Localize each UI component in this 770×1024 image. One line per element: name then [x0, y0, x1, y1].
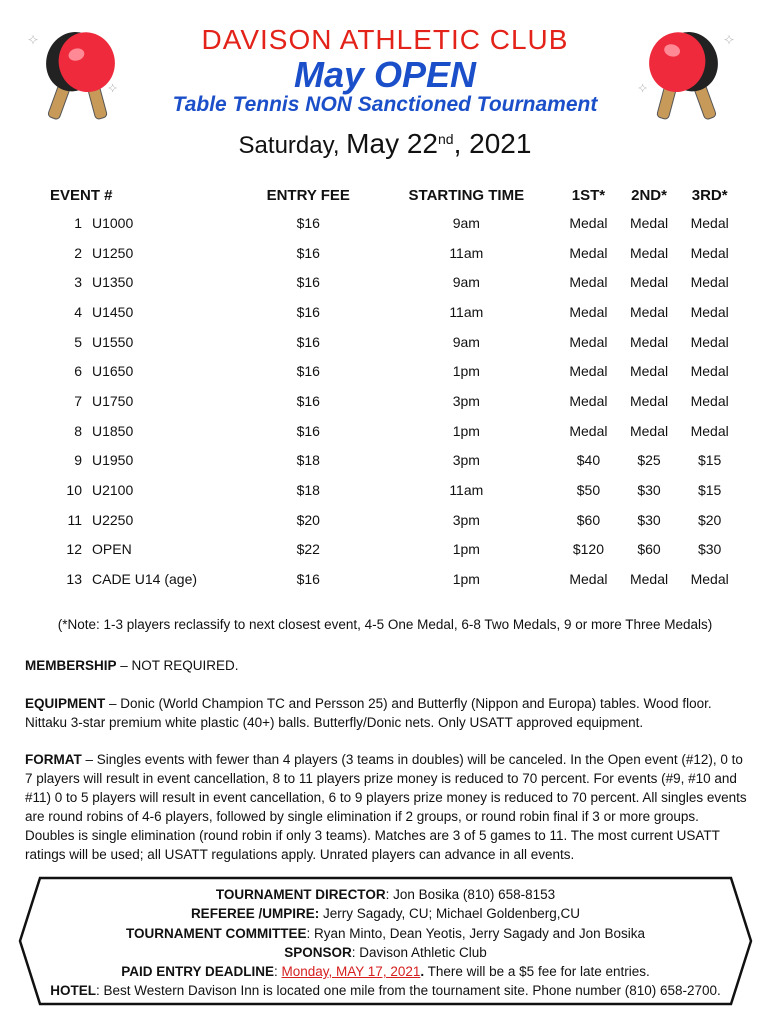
first-prize: $40	[576, 452, 601, 469]
first-prize: Medal	[569, 244, 608, 261]
starting-time: 1pm	[452, 422, 480, 439]
second-prize: $30	[637, 511, 661, 528]
sponsor-text: : Davison Athletic Club	[351, 944, 487, 960]
entry-fee: $16	[296, 303, 320, 320]
event-number: 3	[74, 274, 82, 291]
referee-line	[18, 904, 753, 923]
equipment-label: EQUIPMENT	[25, 696, 106, 711]
second-prize: $30	[637, 482, 661, 499]
starting-time: 11am	[449, 244, 484, 261]
second-prize: Medal	[629, 244, 669, 261]
format-label: FORMAT	[25, 752, 82, 767]
first-prize: Medal	[569, 274, 608, 291]
third-prize: Medal	[690, 422, 729, 439]
hotel-line	[18, 981, 753, 1000]
second-prize: Medal	[629, 392, 669, 409]
third-prize: Medal	[690, 214, 729, 231]
table-row	[40, 297, 740, 327]
event-number: 8	[74, 422, 82, 439]
info-box	[18, 876, 753, 1006]
format-text: – Singles events with fewer than 4 players (3 teams in doubles) will be canceled. In the Open event (#12), 0 to 7 players will result in event cancellation, 8 to 11 players prize money is reduced to 70 percent. For events (#9, #10 and #11) 0 to 5 players will result in event cancellation, 6 to 9 players prize money is reduced to 70 percent. All singles events are round robins of 4-6 players, followed by single elimination if 2 groups, or round robin final if 3 or more groups. Doubles is single elimination (round robin if only 3 teams). Matches are 3 of 5 games to 11. The most current USATT ratings will be used; all USATT regulations apply. Unrated players can advance in all events.	[25, 752, 747, 862]
event-name: U1250	[92, 244, 134, 261]
event-number: 1	[74, 214, 82, 231]
event-name: U1850	[92, 422, 134, 439]
table-row	[40, 535, 740, 565]
equipment-text: – Donic (World Champion TC and Persson 25) and Butterfly (Nippon and Europa) tables. Wood floor. Nittaku 3-star premium white plastic (40+) balls. Butterfly/Donic nets. Only USATT approved equipment.	[25, 696, 712, 730]
header-entry-fee: ENTRY FEE	[266, 186, 350, 204]
starting-time: 1pm	[452, 363, 480, 380]
event-number: 12	[66, 541, 82, 558]
third-prize: Medal	[690, 571, 729, 588]
starting-time: 9am	[452, 274, 480, 291]
second-prize: $60	[637, 541, 661, 558]
event-name: CADE U14 (age)	[92, 571, 198, 588]
entry-fee: $16	[296, 422, 320, 439]
first-prize: Medal	[569, 363, 608, 380]
third-prize: Medal	[690, 333, 729, 350]
table-row	[40, 356, 740, 386]
header-third: 3RD*	[691, 186, 728, 204]
equipment-section	[25, 694, 750, 732]
table-row	[40, 446, 740, 476]
second-prize: Medal	[629, 333, 669, 350]
sponsor-line	[18, 943, 753, 962]
event-name: OPEN	[92, 541, 132, 558]
committee-line	[18, 924, 753, 943]
deadline-text: There will be a $5 fee for late entries.	[424, 964, 650, 980]
date-suffix: nd	[438, 131, 454, 147]
deadline-label: PAID ENTRY DEADLINE	[121, 964, 274, 980]
starting-time: 1pm	[452, 571, 480, 588]
third-prize: $30	[697, 541, 722, 558]
first-prize: Medal	[569, 392, 608, 409]
starting-time: 11am	[449, 482, 484, 499]
header-event: EVENT #	[50, 186, 113, 204]
event-date	[0, 128, 770, 160]
first-prize: $120	[572, 541, 604, 558]
table-row	[40, 267, 740, 297]
table-row	[40, 327, 740, 357]
director-text: : Jon Bosika (810) 658-8153	[385, 887, 556, 902]
first-prize: Medal	[569, 422, 608, 439]
second-prize: Medal	[629, 274, 669, 291]
header-second: 2ND*	[631, 186, 667, 204]
format-section	[25, 750, 750, 864]
event-number: 7	[74, 392, 82, 409]
deadline-dot: .	[420, 964, 425, 980]
starting-time: 3pm	[452, 392, 480, 409]
hotel-label: HOTEL	[50, 983, 96, 999]
first-prize: $60	[576, 511, 601, 528]
starting-time: 9am	[452, 333, 480, 350]
second-prize: Medal	[629, 571, 669, 588]
event-number: 6	[74, 363, 82, 380]
event-name: U1550	[92, 333, 134, 350]
referee-label: REFEREE /UMPIRE:	[190, 906, 320, 922]
event-number: 2	[74, 244, 82, 261]
event-subtitle: Table Tennis NON Sanctioned Tournament	[172, 93, 598, 116]
starting-time: 9am	[452, 214, 480, 231]
third-prize: Medal	[690, 244, 729, 261]
event-title: May OPEN	[293, 54, 477, 95]
second-prize: $25	[637, 452, 661, 469]
entry-fee: $16	[296, 392, 320, 409]
deadline-line	[18, 962, 753, 981]
event-name: U1650	[92, 363, 134, 380]
event-name: U1750	[92, 392, 134, 409]
prize-note: (*Note: 1-3 players reclassify to next closest event, 4-5 One Medal, 6-8 Two Medals, 9 or more Three Medals)	[57, 617, 713, 632]
header-first: 1ST*	[571, 186, 606, 204]
event-name: U1950	[92, 452, 134, 469]
director-line	[18, 885, 753, 904]
table-row	[40, 238, 740, 268]
event-number: 5	[74, 333, 82, 350]
entry-fee: $16	[296, 571, 320, 588]
third-prize: Medal	[690, 274, 729, 291]
entry-fee: $16	[296, 214, 320, 231]
third-prize: Medal	[690, 392, 729, 409]
first-prize: Medal	[569, 303, 608, 320]
entry-fee: $16	[296, 363, 320, 380]
event-name: U1450	[92, 303, 134, 320]
membership-text: – NOT REQUIRED.	[116, 658, 239, 673]
second-prize: Medal	[629, 214, 669, 231]
third-prize: $15	[697, 452, 722, 469]
entry-fee: $20	[296, 511, 320, 528]
table-row	[40, 208, 740, 238]
club-title: DAVISON ATHLETIC CLUB	[201, 24, 569, 55]
event-number: 11	[67, 511, 82, 528]
second-prize: Medal	[629, 303, 669, 320]
svg-text:✦: ✦	[724, 33, 735, 47]
entry-fee: $18	[296, 482, 320, 499]
referee-text: Jerry Sagady, CU; Michael Goldenberg,CU	[319, 906, 581, 922]
svg-text:✦: ✦	[28, 33, 39, 47]
first-prize: Medal	[569, 571, 608, 588]
table-row	[40, 505, 740, 535]
first-prize: $50	[576, 482, 601, 499]
starting-time: 3pm	[452, 511, 480, 528]
date-prefix: Saturday,	[238, 132, 340, 159]
entry-fee: $16	[296, 274, 320, 291]
event-name: U1350	[92, 274, 134, 291]
starting-time: 3pm	[452, 452, 480, 469]
third-prize: Medal	[690, 363, 729, 380]
event-number: 13	[66, 571, 82, 588]
table-row	[40, 475, 740, 505]
starting-time: 1pm	[452, 541, 480, 558]
info-box-text	[18, 885, 753, 1001]
third-prize: Medal	[690, 303, 729, 320]
event-name: U2250	[92, 511, 134, 528]
event-name: U2100	[92, 482, 134, 499]
membership-section	[25, 656, 750, 675]
header-starting-time: STARTING TIME	[408, 186, 525, 204]
entry-fee: $16	[296, 333, 320, 350]
svg-text:✦: ✦	[108, 83, 118, 95]
entry-fee: $22	[296, 541, 320, 558]
committee-label: TOURNAMENT COMMITTEE	[126, 925, 307, 941]
entry-fee: $16	[296, 244, 320, 261]
second-prize: Medal	[629, 422, 669, 439]
deadline-sep: :	[274, 964, 282, 980]
second-prize: Medal	[629, 363, 669, 380]
date-year: , 2021	[453, 128, 532, 159]
event-number: 10	[66, 482, 82, 499]
table-row	[40, 564, 740, 594]
director-label: TOURNAMENT DIRECTOR	[215, 887, 386, 902]
event-number: 9	[74, 452, 82, 469]
first-prize: Medal	[569, 214, 608, 231]
third-prize: $15	[697, 482, 722, 499]
membership-label: MEMBERSHIP	[25, 658, 117, 673]
table-row	[40, 386, 740, 416]
svg-text:✦: ✦	[638, 83, 648, 95]
event-number: 4	[74, 303, 82, 320]
table-header-row	[40, 182, 740, 208]
sponsor-label: SPONSOR	[284, 944, 352, 960]
hotel-text: : Best Western Davison Inn is located one mile from the tournament site. Phone number (810) 658-2700.	[95, 983, 721, 999]
committee-text: : Ryan Minto, Dean Yeotis, Jerry Sagady and Jon Bosika	[306, 925, 645, 941]
table-row	[40, 416, 740, 446]
starting-time: 11am	[449, 303, 484, 320]
entry-fee: $18	[296, 452, 320, 469]
date-main: May 22	[346, 128, 438, 159]
deadline-date-link[interactable]: Monday, MAY 17, 2021	[281, 964, 421, 980]
event-name: U1000	[92, 214, 134, 231]
first-prize: Medal	[569, 333, 608, 350]
events-table	[40, 182, 740, 594]
third-prize: $20	[697, 511, 722, 528]
